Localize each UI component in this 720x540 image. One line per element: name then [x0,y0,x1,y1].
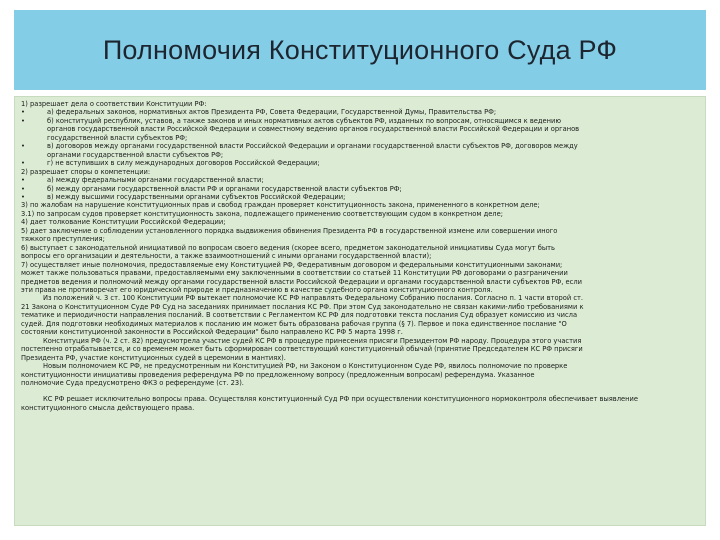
slide-title: Полномочия Конституционного Суда РФ [102,34,618,65]
bullet-item [21,185,699,193]
item-7-continuation: предметов ведения и полномочий между органами государственной власти Российской Федерации и органами государственной власти субъектов РФ, если [21,277,582,286]
bullet-item [21,108,699,116]
bullet-continuation: государственной власти субъектов РФ; [47,133,188,142]
item-7-continuation: эти права не противоречат его юридической природе и предназначению в качестве судебного органа конституционного контроля. [21,285,493,294]
bullet-text: в) договоров между органами государственной власти Российской Федерации и органами государственной власти субъектов РФ, договоров между [47,142,578,151]
paragraph-continuation: конституционного смысла действующего права. [21,403,195,412]
paragraph-continuation: постепенно отрабатывается, и со временем может быть сформирован соответствующий конституционный обычай (принятие Председателем КС РФ присяги [21,345,583,354]
bullet-continuation: органами государственной власти субъектов РФ; [47,150,224,159]
bullet-continuation: органов государственной власти Российской Федерации и совместному ведению органов государственной власти Российской Федерации и органов [47,125,580,134]
paragraph-oath: Конституция РФ (ч. 2 ст. 82) предусмотрела участие судей КС РФ в процедуре принесения присяги Президентом РФ народу. Процедура этого участия [43,336,582,345]
bullet-icon: • [21,176,25,185]
paragraph-continuation: конституционности инициативы проведения референдума РФ по предложенному вопросу (предложенным вопросам) референдума. Указанное [21,370,535,379]
item-3-1: 3.1) по запросам судов проверяет конституционность закона, подлежащего применению соответствующим судом в конкретном деле; [21,209,503,218]
item-5: 5) дает заключение о соблюдении установленного порядка выдвижения обвинения Президента РФ в государственной измене или совершении иного [21,226,558,235]
paragraph-continuation: судей. Для подготовки необходимых материалов к посланию им может быть образована рабочая группа (§ 7). Первое и пока единственное послание "О [21,319,567,328]
item-5-continuation: тяжкого преступления; [21,235,105,244]
bullet-icon: • [21,142,25,151]
bullet-icon: • [21,192,25,201]
content-panel [14,96,706,526]
paragraph-referendum: Новым полномочием КС РФ, не предусмотренным ни Конституцией РФ, ни Законом о Конституционном Суде РФ, явилось полномочие по проверке [43,362,568,371]
item-4: 4) дает толкование Конституции Российской Федерации; [21,218,226,227]
item-7: 7) осуществляет иные полномочия, предоставляемые ему Конституцией РФ, Федеративным договором и федеральными конституционными законами; [21,260,563,269]
bullet-text: г) не вступивших в силу международных договоров Российской Федерации; [47,159,320,168]
item-1: 1) разрешает дела о соответствии Конституции РФ: [21,100,207,108]
item-3: 3) по жалобам на нарушение конституционных прав и свобод граждан проверяет конституционность закона, примененного в конкретном деле; [21,201,540,210]
paragraph-law: КС РФ решает исключительно вопросы права. Осуществляя конституционный Суд РФ при осуществлении конституционного нормоконтроля обеспечивает выявление [43,395,638,404]
item-6-continuation: вопросы его организации и деятельности, а также взаимоотношений с иными органами государственной власти); [21,252,432,261]
item-7-continuation: может также пользоваться правами, предоставляемыми ему заключенными в соответствии со статьей 11 Конституции РФ договорами о разграничении [21,269,568,278]
paragraph-continuation: 21 Закона о Конституционном Суде РФ Суд на заседаниях принимает послания КС РФ. При этом Суд законодательно не связан какими-либо требованиями к [21,302,584,311]
paragraph-continuation: Президента РФ, участие конституционных судей в церемонии в мантиях). [21,353,286,362]
bullet-icon: • [21,116,25,125]
bullet-item [21,142,699,150]
paragraph-continuation: тематике и периодичности направления посланий. В соответствии с Регламентом КС РФ для подготовки текста послания Суд образует комиссию из числа [21,311,578,320]
bullet-text: б) конституций республик, уставов, а также законов и иных нормативных актов субъектов РФ, изданных по вопросам, относящимся к ведению [47,116,561,125]
bullet-icon: • [21,108,25,117]
title-banner [14,10,706,90]
bullet-item [21,193,699,201]
item-6: 6) выступает с законодательной инициативой по вопросам своего ведения (скорее всего, предметом законодательной инициативы Суда могут быть [21,243,555,252]
paragraph-continuation: состоянии конституционной законности в Российской Федерации" было направлено КС РФ 5 марта 1998 г. [21,328,403,337]
bullet-text: а) между федеральными органами государственной власти; [47,176,264,185]
bullet-item [21,176,699,184]
bullet-text: б) между органами государственной власти РФ и органами государственной власти субъектов РФ; [47,184,402,193]
item-2: 2) разрешает споры о компетенции: [21,167,151,176]
bullet-text: в) между высшими государственными органами субъектов Российской Федерации; [47,192,346,201]
spacer [21,387,699,395]
bullet-icon: • [21,159,25,168]
paragraph-continuation: полномочие Суда предусмотрено ФКЗ о референдуме (ст. 23). [21,378,244,387]
bullet-item [21,117,699,125]
bullet-icon: • [21,184,25,193]
paragraph-message: Из положений ч. 3 ст. 100 Конституции РФ вытекает полномочие КС РФ направлять Федеральному Собранию послания. Согласно п. 1 части второй ст. [43,294,584,303]
bullet-text: а) федеральных законов, нормативных актов Президента РФ, Совета Федерации, Государственной Думы, Правительства РФ; [47,108,497,117]
bullet-item [21,159,699,167]
